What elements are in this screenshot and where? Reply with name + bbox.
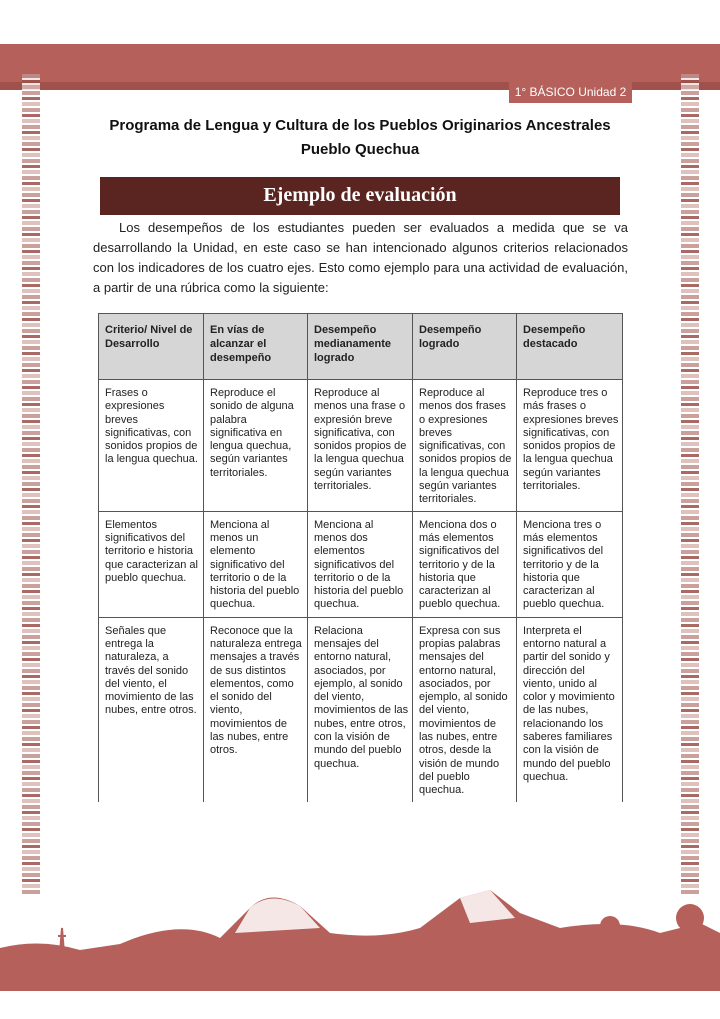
table-cell: Elementos significativos del territorio e historia que caracterizan al pueblo quechua. [99, 511, 204, 617]
table-row [99, 511, 623, 617]
footer-landscape-illustration [0, 878, 720, 968]
table-cell: Menciona tres o más elementos significativos del territorio y de la historia que caracterizan al pueblo quechua. [517, 511, 623, 617]
table-cell: Menciona dos o más elementos significativos del territorio y de la historia que caracterizan al pueblo quechua. [413, 511, 517, 617]
table-cell: Expresa con sus propias palabras mensajes del entorno natural, asociados, por ejemplo, al sonido del viento, movimientos de las nubes, entre otros, desde la visión de mundo del pueblo quechua. [413, 617, 517, 801]
table-cell: Interpreta el entorno natural a partir del sonido y dirección del viento, unido al color y movimiento de las nubes, relacionando los saberes familiares con la visión de mundo del pueblo quechua. [517, 617, 623, 801]
intro-paragraph: Los desempeños de los estudiantes pueden ser evaluados a medida que se va desarrollando la Unidad, en este caso se han intencionado algunos criterios relacionados con los indicadores de los cuatro ejes. Esto como ejemplo para una actividad de evaluación, a partir de una rúbrica como la siguiente: [93, 220, 628, 295]
table-cell: Menciona al menos un elemento significativo del territorio o de la historia del pueblo quechua. [204, 511, 308, 617]
rubric-header-row [99, 314, 623, 380]
header-logrado: Desempeño logrado [413, 314, 517, 380]
table-row [99, 617, 623, 801]
header-en-vias: En vías de alcanzar el desempeño [204, 314, 308, 380]
table-cell: Menciona al menos dos elementos significativos del territorio o de la historia del pueblo quechua. [308, 511, 413, 617]
header-criterio: Criterio/ Nivel de Desarrollo [99, 314, 204, 380]
table-cell: Reproduce tres o más frases o expresiones breves significativas, con sonidos propios de la lengua quechua según variantes territoriales. [517, 380, 623, 512]
rubric-table [98, 313, 623, 802]
left-pattern-border [22, 74, 40, 894]
table-cell: Reproduce al menos dos frases o expresiones breves significativas, con sonidos propios de la lengua quechua según variantes territoriales. [413, 380, 517, 512]
footer-decorative-band [0, 958, 720, 991]
table-cell: Reproduce al menos una frase o expresión breve significativa, con sonidos propios de la lengua quechua según variantes territoriales. [308, 380, 413, 512]
people-title: Pueblo Quechua [300, 141, 420, 158]
table-cell: Señales que entrega la naturaleza, a través del sonido del viento, el movimiento de las nubes, entre otros. [99, 617, 204, 801]
section-banner: Ejemplo de evaluación [100, 177, 620, 215]
header-medianamente: Desempeño medianamente logrado [308, 314, 413, 380]
header-destacado: Desempeño destacado [517, 314, 623, 380]
table-cell: Frases o expresiones breves significativas, con sonidos propios de la lengua quechua. [99, 380, 204, 512]
table-cell: Relaciona mensajes del entorno natural, asociados, por ejemplo, al sonido del viento, movimientos de las nubes, entre otros, con la visión de mundo del pueblo quechua. [308, 617, 413, 801]
table-cell: Reconoce que la naturaleza entrega mensajes a través de sus distintos elementos, como el sonido del viento, movimientos de las nubes, entre otros. [204, 617, 308, 801]
grade-unit-badge: 1° BÁSICO Unidad 2 [509, 81, 632, 103]
table-cell: Reproduce el sonido de alguna palabra significativa en lengua quechua, según variantes territoriales. [204, 380, 308, 512]
right-pattern-border [681, 74, 699, 894]
table-row [99, 380, 623, 512]
program-title: Programa de Lengua y Cultura de los Pueblos Originarios Ancestrales [109, 117, 611, 134]
